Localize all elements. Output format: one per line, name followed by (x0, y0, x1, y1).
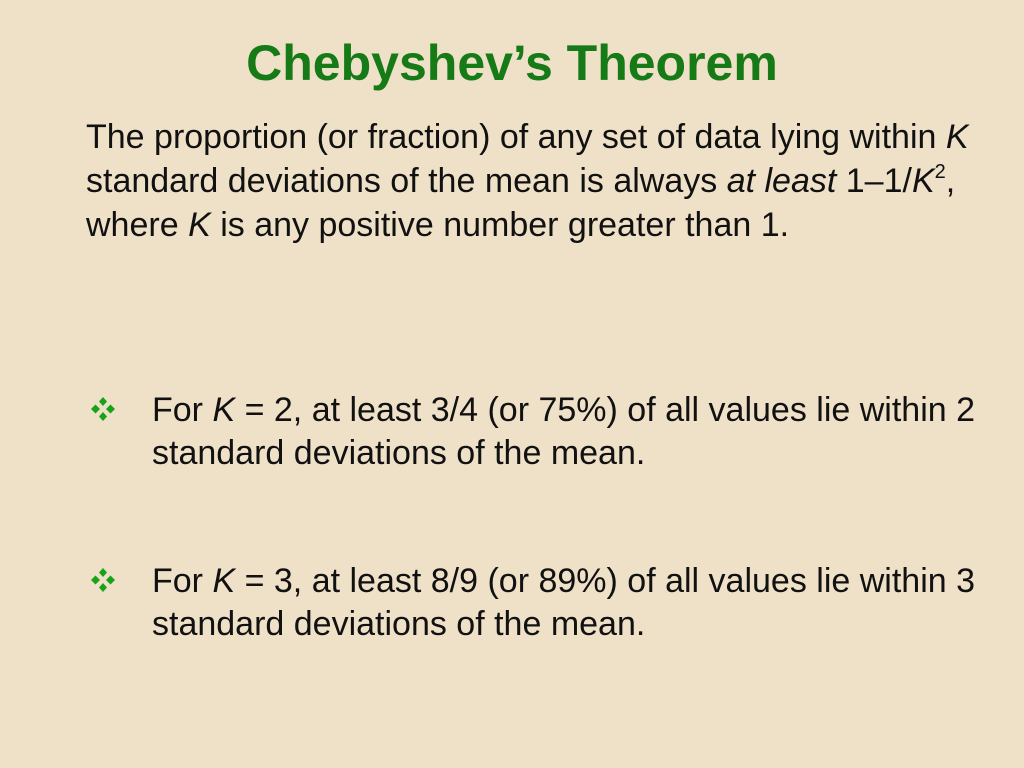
diamond-cluster-icon (86, 560, 120, 603)
variable-k: K (911, 162, 935, 200)
bullet-rest: = 2, at least 3/4 (or 75%) of all values lie within 2 standard deviations of the mean. (152, 391, 976, 472)
variable-k: K (212, 391, 236, 429)
definition-text-3: 1–1/ (836, 162, 912, 200)
variable-k: K (188, 206, 211, 244)
variable-k: K (212, 562, 236, 600)
bullet-text (152, 389, 986, 475)
variable-k: K (945, 118, 969, 156)
bullet-rest: = 3, at least 8/9 (or 89%) of all values lie within 3 standard deviations of the mean. (152, 562, 976, 643)
definition-paragraph (86, 115, 986, 247)
slide-title: Chebyshev’s Theorem (246, 35, 778, 91)
at-least-emphasis: at least (726, 162, 837, 200)
definition-text-1: The proportion (or fraction) of any set of data lying within (86, 118, 946, 156)
bullet-text (152, 560, 986, 646)
definition-text-4: , where (86, 162, 956, 244)
bullet-prefix: For (152, 562, 213, 600)
definition-text-2: standard deviations of the mean is always (86, 162, 727, 200)
definition-text-5: is any positive number greater than 1. (210, 206, 790, 244)
exponent: 2 (934, 161, 946, 183)
diamond-cluster-icon (86, 389, 120, 432)
bullet-prefix: For (152, 391, 213, 429)
